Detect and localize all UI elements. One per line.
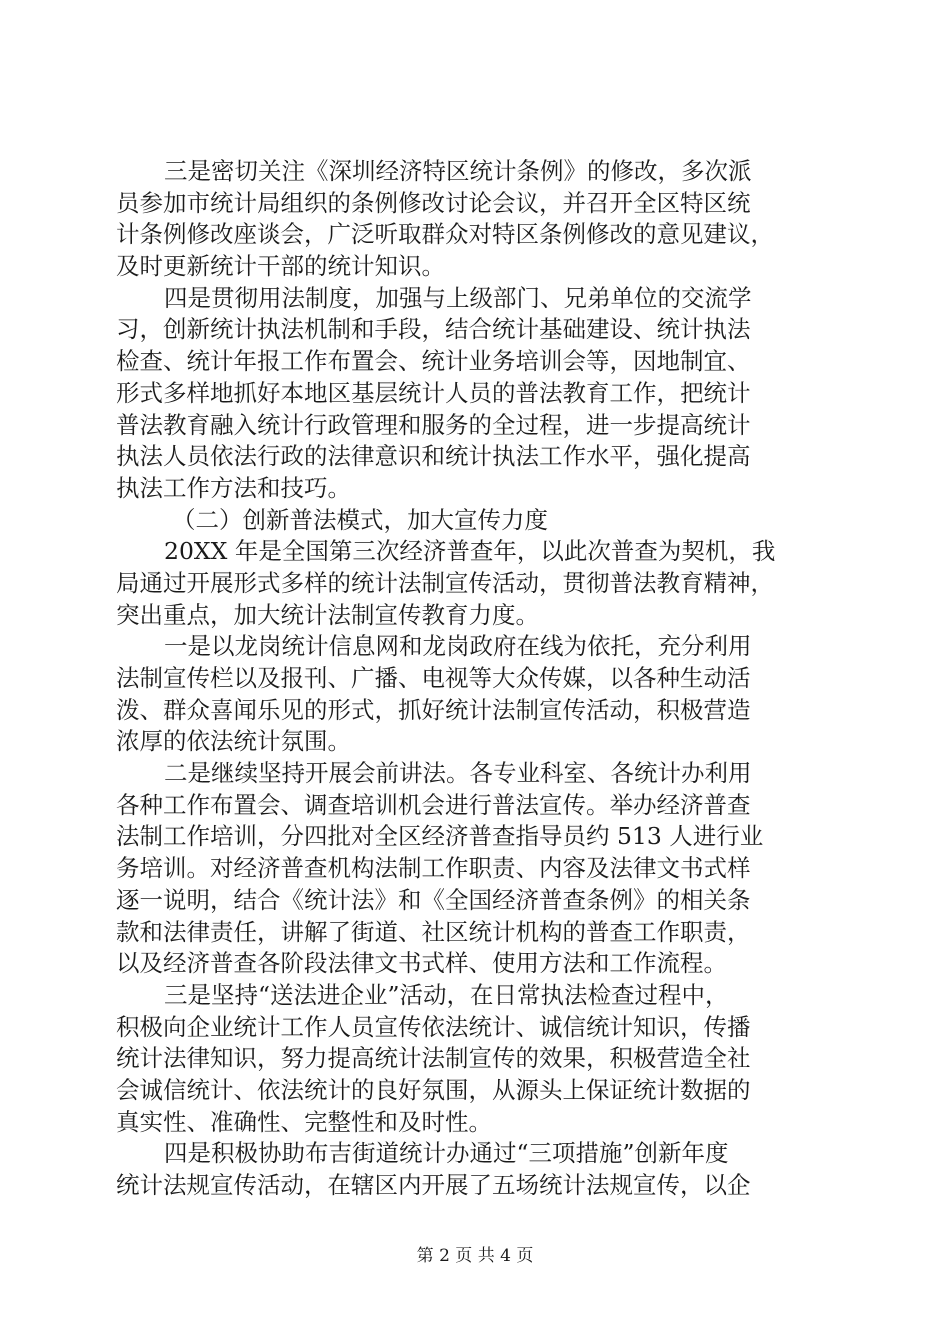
text-line: 法制工作培训，分四批对全区经济普查指导员约 513 人进行业 [116, 822, 764, 851]
text-line: 务培训。对经济普查机构法制工作职责、内容及法律文书式样 [116, 854, 751, 883]
text-line: 各种工作布置会、调查培训机会进行普法宣传。举办经济普查 [116, 790, 751, 819]
document-body [116, 156, 838, 1202]
text-line: 习，创新统计执法机制和手段，结合统计基础建设、统计执法 [116, 315, 751, 344]
text-line: 积极向企业统计工作人员宣传依法统计、诚信统计知识，传播 [116, 1012, 751, 1041]
text-line: 及时更新统计干部的统计知识。 [116, 252, 445, 281]
text-line: 统计法律知识，努力提高统计法制宣传的效果，积极营造全社 [116, 1044, 751, 1073]
text-line: 泼、群众喜闻乐见的形式，抓好统计法制宣传活动，积极营造 [116, 695, 751, 724]
text-line: 局通过开展形式多样的统计法制宣传活动，贯彻普法教育精神， [116, 568, 774, 597]
page-number-footer: 第 2 页 共 4 页 [416, 1246, 534, 1266]
text-line: 形式多样地抓好本地区基层统计人员的普法教育工作，把统计 [116, 378, 751, 407]
text-line: 法制宣传栏以及报刊、广播、电视等大众传媒，以各种生动活 [116, 664, 751, 692]
text-line: 检查、统计年报工作布置会、统计业务培训会等，因地制宜、 [116, 347, 751, 376]
text-line: 浓厚的依法统计氛围。 [116, 727, 351, 756]
section-heading: （二）创新普法模式，加大宣传力度 [172, 505, 548, 534]
text-line: 突出重点，加大统计法制宣传教育力度。 [116, 600, 539, 629]
text-line: 执法人员依法行政的法律意识和统计执法工作水平，强化提高 [116, 442, 751, 471]
text-line: 执法工作方法和技巧。 [116, 473, 351, 502]
text-line: 三是密切关注《深圳经济特区统计条例》的修改，多次派 [164, 157, 752, 185]
text-line: 三是坚持“送法进企业”活动，在日常执法检查过程中， [164, 980, 729, 1009]
text-line: 四是积极协助布吉街道统计办通过“三项措施”创新年度 [164, 1139, 729, 1168]
text-line: 二是继续坚持开展会前讲法。各专业科室、各统计办利用 [164, 759, 752, 788]
text-line: 一是以龙岗统计信息网和龙岗政府在线为依托，充分利用 [164, 632, 752, 661]
text-line: 款和法律责任，讲解了街道、社区统计机构的普查工作职责， [116, 917, 751, 946]
text-line: 会诚信统计、依法统计的良好氛围，从源头上保证统计数据的 [116, 1075, 751, 1104]
text-line: 四是贯彻用法制度，加强与上级部门、兄弟单位的交流学 [164, 283, 752, 312]
text-line: 普法教育融入统计行政管理和服务的全过程，进一步提高统计 [116, 410, 751, 439]
text-line: 20XX 年是全国第三次经济普查年，以此次普查为契机，我 [164, 537, 776, 566]
text-line: 以及经济普查各阶段法律文书式样、使用方法和工作流程。 [116, 949, 727, 978]
text-line: 逐一说明，结合《统计法》和《全国经济普查条例》的相关条 [116, 885, 751, 914]
text-line: 统计法规宣传活动，在辖区内开展了五场统计法规宣传，以企 [116, 1171, 751, 1199]
text-line: 计条例修改座谈会，广泛听取群众对特区条例修改的意见建议， [116, 220, 774, 249]
text-line: 员参加市统计局组织的条例修改讨论会议，并召开全区特区统 [116, 188, 751, 217]
text-line: 真实性、准确性、完整性和及时性。 [116, 1107, 492, 1136]
